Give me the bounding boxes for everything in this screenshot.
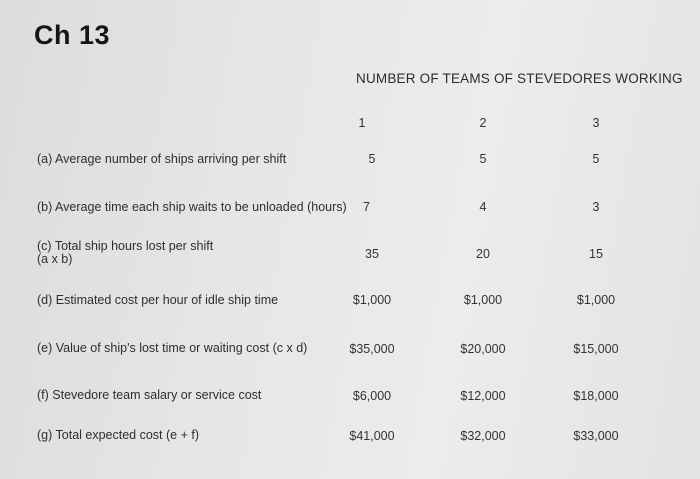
row-g-value-3: $33,000 [573,429,619,443]
row-e-value-2: $20,000 [460,342,506,356]
row-e-label: (e) Value of ship's lost time or waiting cost (c x d) [37,341,308,355]
row-d-value-3: $1,000 [576,293,616,307]
row-c-value-2: 20 [476,247,490,261]
row-e-value-1: $35,000 [349,342,395,356]
row-g-value-2: $32,000 [460,429,506,443]
row-a-label: (a) Average number of ships arriving per shift [37,152,287,166]
row-c-label-line1: (c) Total ship hours lost per shift [37,239,214,253]
column-header-3: 3 [592,116,600,130]
row-c-label-line2: (a x b) [37,252,73,266]
row-b-value-1: 7 [363,200,370,214]
chapter-title: Ch 13 [34,20,111,50]
row-a-value-2: 5 [479,152,487,166]
table-header: NUMBER OF TEAMS OF STEVEDORES WORKING [356,71,683,86]
row-d-value-2: $1,000 [463,293,503,307]
row-g-label: (g) Total expected cost (e + f) [37,428,199,442]
row-e-value-3: $15,000 [573,342,619,356]
row-c-label [37,240,213,266]
row-d-label: (d) Estimated cost per hour of idle ship time [37,293,279,307]
column-header-1: 1 [358,116,366,130]
row-a-value-1: 5 [368,152,376,166]
row-f-value-3: $18,000 [573,389,619,403]
row-f-label: (f) Stevedore team salary or service cost [37,388,262,402]
row-a-value-3: 5 [592,152,600,166]
row-f-value-2: $12,000 [460,389,506,403]
row-g-value-1: $41,000 [349,429,395,443]
row-f-value-1: $6,000 [352,389,392,403]
row-b-value-2: 4 [479,200,487,214]
row-c-value-3: 15 [589,247,603,261]
row-d-value-1: $1,000 [352,293,392,307]
row-c-value-1: 35 [365,247,379,261]
row-b-label: (b) Average time each ship waits to be unloaded (hours) [37,200,347,214]
column-header-2: 2 [479,116,487,130]
row-b-value-3: 3 [592,200,600,214]
